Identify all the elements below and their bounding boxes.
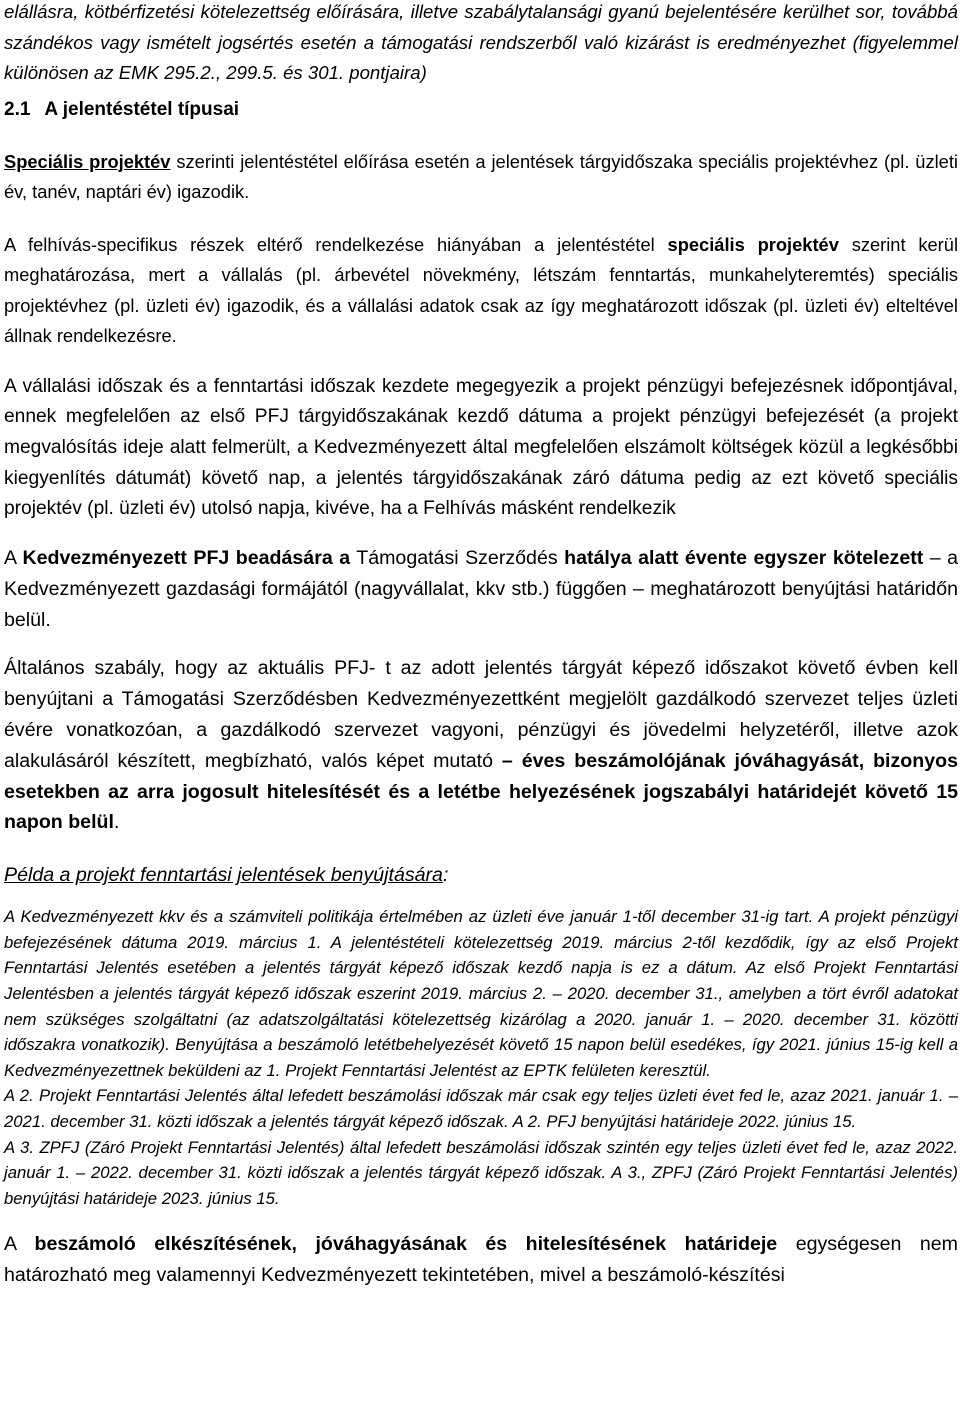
section-heading [4, 95, 958, 125]
example-title-suffix: : [442, 864, 449, 887]
example-paragraph: A 3. ZPFJ (Záró Projekt Fenntartási Jelentés) által lefedett beszámolási időszak szintén egy teljes üzleti évet fed le, azaz 2022. január 1. – 2022. december 31. közti időszak a jelentés tárgyát képező időszak. A 3., ZPFJ (Záró Projekt Fenntartási Jelentés) benyújtási határideje 2023. június 15. [4, 1137, 958, 1208]
paragraph-text: . [113, 811, 120, 834]
paragraph-pfj-submission [4, 543, 958, 635]
paragraph-text: Támogatási Szerződés [350, 547, 565, 570]
bold-text: beszámoló elkészítésének, jóváhagyásának és hitelesítésének határideje [34, 1233, 778, 1256]
example-paragraph: A 2. Projekt Fenntartási Jelentés által lefedett beszámolási időszak már csak egy teljes üzleti évet fed le, azaz 2021. január 1. – 2021. december 31. közti időszak a jelentés tárgyát képező időszak. A 2. PFJ benyújtási határideje 2022. június 15. [4, 1086, 958, 1131]
paragraph-text: szerinti jelentéstétel előírása esetén a jelentések tárgyidőszaka speciális projektévhez (pl. üzleti év, tanév, naptári év) igazodik. [4, 150, 958, 202]
bold-text: Kedvezményezett PFJ beadására a [22, 547, 351, 570]
bold-text: hatálya alatt évente egyszer kötelezett [564, 547, 924, 570]
paragraph-text: szerint kerül meghatározása, mert a vállalás (pl. árbevétel növekmény, létszám fenntartás, munkahelyteremtés) speciális projektévhez (pl. üzleti év) igazodik, és a vállalási adatok csak az így meghatározott időszak (pl. üzleti év) elteltével állnak rendelkezésre. [4, 233, 959, 346]
paragraph-text: egységesen nem határozható meg valamennyi Kedvezményezett tekintetében, mivel a beszámoló-készítési [4, 1233, 958, 1287]
paragraph-text: A felhívás-specifikus részek eltérő rendelkezése hiányában a jelentéstétel [4, 233, 668, 255]
section-title: A jelentéstétel típusai [44, 98, 240, 120]
term-special-project-year: Speciális projektév [4, 150, 171, 172]
paragraph-text: A [4, 1233, 35, 1256]
intro-paragraph: elállásra, kötbérfizetési kötelezettség előírására, illetve szabálytalansági gyanú bejelentésére kerülhet sor, továbbá szándékos vagy ismételt jogsértés esetén a támogatási rendszerből való kizárást is eredményezhet (figyelemmel különösen az EMK 295.2., 299.5. és 301. pontjaira) [4, 1, 958, 83]
section-number: 2.1 [4, 98, 31, 120]
paragraph-text: – a Kedvezményezett gazdasági formájától (nagyvállalat, kkv stb.) függően – meghatározott benyújtási határidőn belül. [4, 547, 959, 631]
paragraph-text: A [4, 547, 23, 570]
bold-term: speciális projektév [667, 233, 839, 255]
example-title-text: Példa a projekt fenntartási jelentések benyújtására [4, 864, 443, 887]
bold-text: – éves beszámolójának jóváhagyását, bizonyos esetekben az arra jogosult hitelesítését és a letétbe helyezésének jogszabályi határidejét követő 15 napon belül [4, 749, 958, 834]
paragraph-commitment-period: A vállalási időszak és a fenntartási időszak kezdete megegyezik a projekt pénzügyi befejezésnek időpontjával, ennek megfelelően az első PFJ tárgyidőszakának kezdő dátuma a projekt pénzügyi befejezését (a projekt megvalósítás ideje alatt felmerült, a Kedvezményezett által megfelelően elszámolt költségek közül a legkésőbbi kiegyenlítés dátumát) követő nap, a jelentés tárgyidőszakának záró dátuma pedig az ezt követő speciális projektév (pl. üzleti év) utolsó napja, kivéve, ha a Felhívás másként rendelkezik [4, 375, 958, 520]
paragraph-call-specific [4, 230, 958, 352]
document-page [4, 0, 958, 1291]
paragraph-text: Általános szabály, hogy az aktuális PFJ- t az adott jelentés tárgyát képező időszakot követő évben kell benyújtani a Támogatási Szerződésben Kedvezményezettként megjelölt gazdálkodó szervezet teljes üzleti évére vonatkozóan, a gazdálkodó szervezet vagyoni, pénzügyi és jövedelmi helyzetéről, illetve azok alakulásáról készített, megbízható, valós képet mutató [4, 657, 958, 772]
example-paragraph: A Kedvezményezett kkv és a számviteli politikája értelmében az üzleti éve január 1-től december 31-ig tart. A projekt pénzügyi befejezésének dátuma 2019. március 1. A jelentéstételi kötelezettség 2019. március 2-től kezdődik, így az első Projekt Fenntartási Jelentés esetében a jelentés tárgyát képező időszak kezdő napja is ez a dátum. Az első Projekt Fenntartási Jelentésben a jelentés tárgyát képező időszak eszerint 2019. március 2. – 2020. december 31., amelyben a tört évről adatokat nem szükséges szolgáltatni (az adatszolgáltatási kötelezettség kizárólag a 2020. január 1. – 2020. december 31. közötti időszakra vonatkozik). Benyújtása a beszámoló letétbehelyezését követő 15 napon belül esedékes, így 2021. június 15-ig kell a Kedvezményezettnek beküldeni az 1. Projekt Fenntartási Jelentést az EPTK felületen keresztül. [4, 907, 958, 1080]
paragraph-special-project-year [4, 147, 958, 208]
example-title [4, 860, 958, 890]
paragraph-general-rule [4, 653, 958, 838]
paragraph-deadline [4, 1229, 958, 1291]
